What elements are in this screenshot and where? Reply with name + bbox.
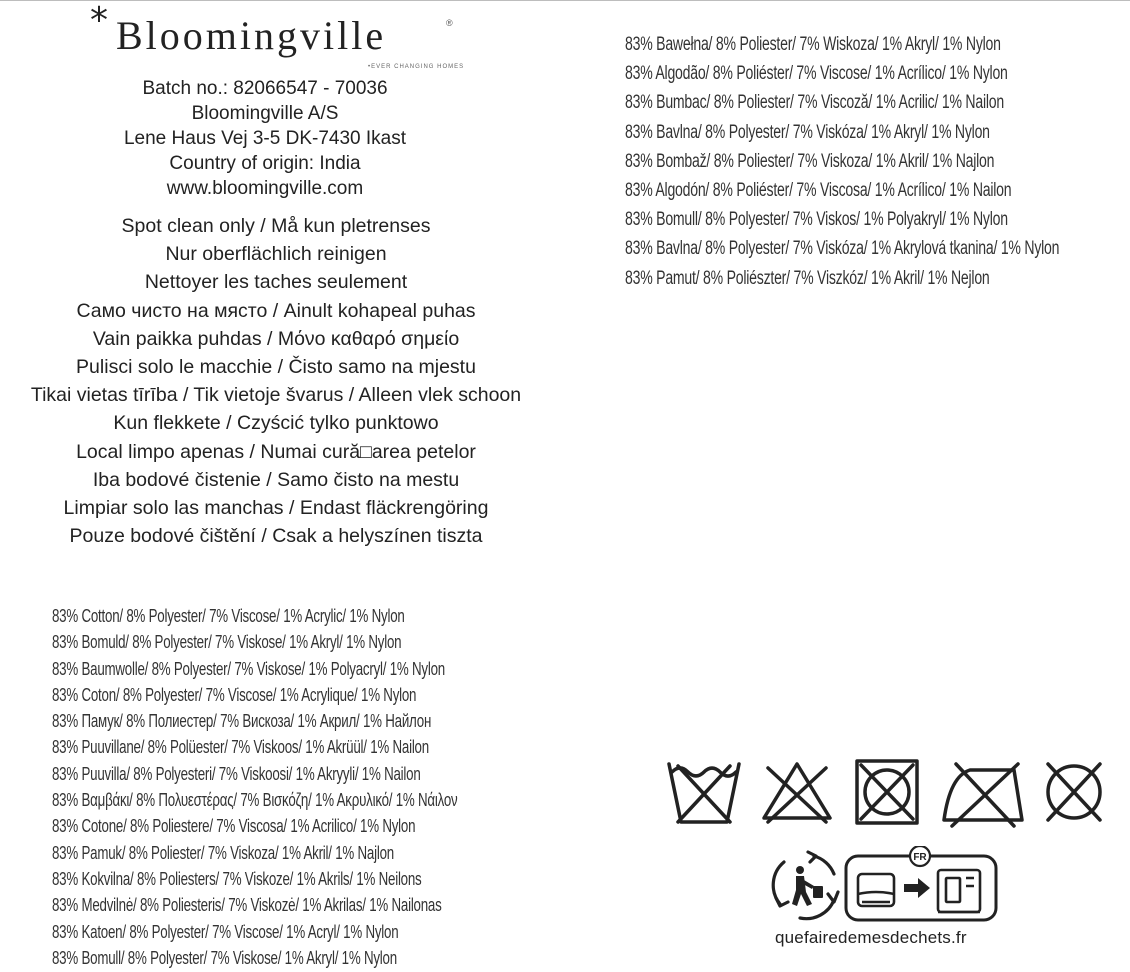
care-line: Iba bodové čistenie / Samo čisto na mestu — [92, 468, 460, 491]
collection-bin-icon — [938, 870, 980, 912]
company-name: Bloomingville A/S — [191, 103, 339, 124]
brand-logo — [60, 0, 490, 78]
composition-line: 83% Puuvilla/ 8% Polyesteri/ 7% Viskoosi/ 1% Akryyli/ 1% Nailon — [52, 763, 421, 784]
composition-line: 83% Pamuk/ 8% Poliester/ 7% Viskoza/ 1% Akril/ 1% Najlon — [52, 842, 394, 863]
care-line: Kun flekkete / Czyścić tylko punktowo — [113, 412, 439, 435]
fr-badge: FR — [913, 852, 927, 863]
composition-line: 83% Coton/ 8% Polyester/ 7% Viscose/ 1% Acrylique/ 1% Nylon — [52, 684, 417, 705]
composition-line: 83% Katoen/ 8% Polyester/ 7% Viscose/ 1% Acryl/ 1% Nylon — [52, 921, 399, 942]
composition-line: 83% Algodón/ 8% Poliéster/ 7% Viscosa/ 1% Acrílico/ 1% Nailon — [625, 180, 1012, 202]
composition-line: 83% Bomull/ 8% Polyester/ 7% Viskos/ 1% Polyakryl/ 1% Nylon — [625, 209, 1008, 231]
composition-line: 83% Medvilnė/ 8% Poliesteris/ 7% Viskozė/ 1% Akrilas/ 1% Nailonas — [52, 895, 442, 916]
care-symbols — [664, 756, 1109, 828]
composition-line: 83% Памук/ 8% Полиестер/ 7% Вискоза/ 1% Акрил/ 1% Найлон — [52, 711, 432, 732]
composition-line: 83% Bomuld/ 8% Polyester/ 7% Viskose/ 1% Akryl/ 1% Nylon — [52, 632, 402, 653]
arrow-right-icon — [904, 878, 930, 898]
composition-list-bottom — [52, 603, 458, 971]
care-line: Само чисто на място / Ainult kohapeal puhas — [76, 299, 476, 322]
registered-mark: ® — [446, 18, 453, 28]
care-line: Pulisci solo le macchie / Čisto samo na mjestu — [76, 356, 476, 379]
care-line: Spot clean only / Må kun pletrenses — [121, 215, 431, 237]
recycling-url: quefairedemesdechets.fr — [775, 928, 967, 947]
batch-number: Batch no.: 82066547 - 70036 — [142, 78, 388, 99]
composition-line: 83% Kokvilna/ 8% Poliesters/ 7% Viskoze/ 1% Akrils/ 1% Neilons — [52, 868, 422, 889]
care-line: Local limpo apenas / Numai cură□area petelor — [76, 440, 476, 463]
composition-line: 83% Cotone/ 8% Poliestere/ 7% Viscosa/ 1% Acrilico/ 1% Nylon — [52, 816, 416, 837]
textile-icon — [858, 874, 894, 906]
do-not-wash-icon — [664, 756, 744, 828]
composition-line: 83% Bavlna/ 8% Polyester/ 7% Viskóza/ 1% Akryl/ 1% Nylon — [625, 121, 990, 143]
brand-name: Bloomingville — [116, 13, 387, 58]
website: www.bloomingville.com — [166, 178, 364, 199]
composition-line: 83% Bumbac/ 8% Poliester/ 7% Viscoză/ 1% Acrilic/ 1% Nailon — [625, 92, 1004, 114]
country-of-origin: Country of origin: India — [169, 153, 361, 174]
do-not-tumble-dry-icon — [854, 756, 920, 828]
street-address: Lene Haus Vej 3-5 DK-7430 Ikast — [123, 128, 406, 149]
composition-list-top — [625, 30, 1059, 293]
composition-line: 83% Pamut/ 8% Poliészter/ 7% Viszkóz/ 1% Akril/ 1% Nejlon — [625, 267, 990, 289]
do-not-bleach-icon — [758, 756, 836, 828]
do-not-dry-clean-icon — [1042, 756, 1106, 828]
composition-line: 83% Algodão/ 8% Poliéster/ 7% Viscose/ 1% Acrílico/ 1% Nylon — [625, 63, 1008, 85]
composition-line: 83% Bawełna/ 8% Poliester/ 7% Wiskoza/ 1% Akryl/ 1% Nylon — [625, 34, 1001, 55]
do-not-iron-icon — [938, 756, 1028, 828]
composition-line: 83% Bavlna/ 8% Polyester/ 7% Viskóza/ 1% Akrylová tkanina/ 1% Nylon — [625, 238, 1060, 260]
recycling-logo — [770, 846, 1002, 924]
brand-tagline: •EVER CHANGING HOMES — [368, 64, 465, 70]
composition-line: 83% Bombaž/ 8% Poliester/ 7% Viskoza/ 1% Akril/ 1% Najlon — [625, 150, 995, 172]
care-instructions — [0, 212, 552, 550]
brand-star: * — [90, 0, 108, 41]
care-line: Vain paikka puhdas / Μόνο καθαρό σημείο — [92, 327, 460, 350]
care-line: Nur oberflächlich reinigen — [165, 243, 387, 266]
composition-line: 83% Cotton/ 8% Polyester/ 7% Viscose/ 1% Acrylic/ 1% Nylon — [52, 606, 405, 626]
care-line: Tikai vietas tīrība / Tik vietoje švarus / Alleen vlek schoon — [30, 384, 522, 407]
address-block — [40, 76, 490, 201]
composition-line: 83% Baumwolle/ 8% Polyester/ 7% Viskose/ 1% Polyacryl/ 1% Nylon — [52, 658, 445, 679]
composition-line: 83% Bomull/ 8% Polyester/ 7% Viskose/ 1% Akryl/ 1% Nylon — [52, 947, 397, 968]
composition-line: 83% Βαμβάκι/ 8% Πολυεστέρας/ 7% Βισκόζη/ 1% Ακρυλικό/ 1% Νάιλον — [52, 790, 458, 811]
composition-line: 83% Puuvillane/ 8% Polüester/ 7% Viskoos/ 1% Akrüül/ 1% Nailon — [52, 737, 429, 758]
care-line: Pouze bodové čištění / Csak a helyszínen tiszta — [69, 525, 483, 548]
care-line: Limpiar solo las manchas / Endast fläckrengöring — [63, 497, 489, 520]
care-line: Nettoyer les taches seulement — [144, 271, 408, 294]
